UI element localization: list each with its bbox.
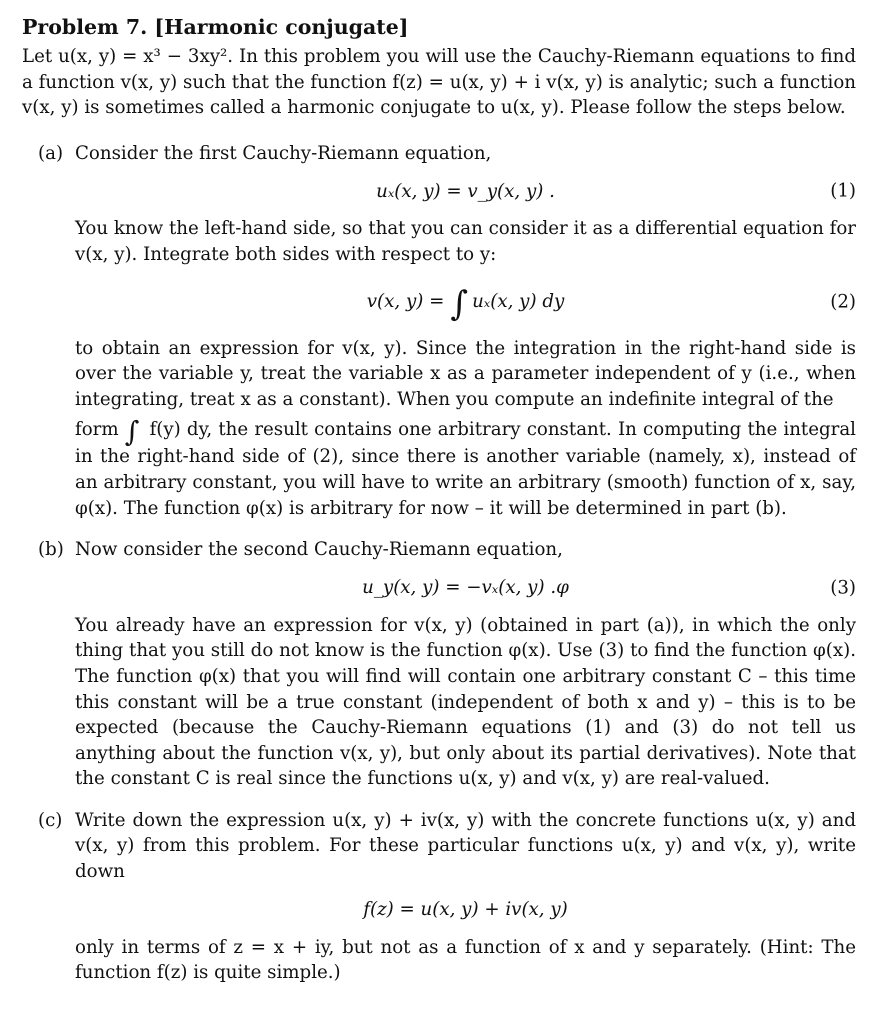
equation-2-rhs: uₓ(x, y) dy <box>472 291 565 313</box>
part-c-text-2: only in terms of z = x + iy, but not as a function of x and y separately. (Hint: The function f(z) is quite simple.) <box>75 936 856 984</box>
part-a-text-3-body: f(y) dy, the result contains one arbitrary constant. In computing the integral in the right-hand side of (2), since there is another variable (namely, x), instead of an arbitrary constant, you will have to write an arbitrary (smooth) function of x, say, φ(x). The function φ(x) is arbitrary for now – it will be determined in part (b). <box>75 419 856 519</box>
part-a <box>22 141 856 521</box>
equation-1-body: uₓ(x, y) = v_y(x, y) . <box>376 180 555 202</box>
problem-page <box>22 14 856 986</box>
equation-2 <box>75 270 856 334</box>
equation-2-number: (2) <box>830 291 856 313</box>
part-a-text-3 <box>75 416 856 521</box>
problem-intro: Let u(x, y) = x³ − 3xy². In this problem you will use the Cauchy-Riemann equations to find a function v(x, y) such that the function f(z) = u(x, y) + i v(x, y) is analytic; such a function v(x, y) is sometimes called a harmonic conjugate to u(x, y). Please follow the steps below. <box>22 46 856 119</box>
part-b-label: (b) <box>38 539 64 561</box>
equation-3 <box>75 565 856 611</box>
part-b <box>22 537 856 792</box>
equation-2-lhs: v(x, y) = <box>366 291 445 313</box>
part-c-label: (c) <box>38 809 63 831</box>
part-b-lead: Now consider the second Cauchy-Riemann equation, <box>75 539 563 561</box>
equation-1-number: (1) <box>830 180 856 202</box>
part-a-lead: Consider the first Cauchy-Riemann equation, <box>75 142 492 164</box>
integral-sign-icon: ∫ <box>450 283 469 324</box>
inline-integral-sign-icon: ∫ <box>124 415 140 449</box>
part-c-text-1: Write down the expression u(x, y) + iv(x, y) with the concrete functions u(x, y) and v(x, y) from this problem. For these particular functions u(x, y) and v(x, y), write down <box>75 809 856 883</box>
equation-4 <box>75 887 856 933</box>
part-a-text-2: to obtain an expression for v(x, y). Since the integration in the right-hand side is over the variable y, treat the variable x as a parameter independent of y (i.e., when integrating, treat x as a constant). When you compute an indefinite integral of the <box>75 337 856 410</box>
part-a-form-word: form <box>75 419 119 441</box>
part-a-text-1: You know the left-hand side, so that you can consider it as a differential equation for v(x, y). Integrate both sides with respect to y: <box>75 218 856 265</box>
part-c <box>22 808 856 986</box>
equation-3-body: u_y(x, y) = −vₓ(x, y) .φ <box>362 577 569 599</box>
part-b-text: You already have an expression for v(x, y) (obtained in part (a)), in which the only thing that you still do not know is the function φ(x). Use (3) to find the function φ(x). The function φ(x) that you will find will contain one arbitrary constant C – this time this constant will be a true constant (independent of both x and y) – this is to be expected (because the Cauchy-Riemann equations (1) and (3) do not tell us anything about the function v(x, y), but only about its partial derivatives). Note that the constant C is real since the functions u(x, y) and v(x, y) are real-valued. <box>75 614 856 790</box>
equation-4-body: f(z) = u(x, y) + iv(x, y) <box>363 899 568 921</box>
equation-3-number: (3) <box>830 577 856 599</box>
part-a-label: (a) <box>38 142 64 164</box>
problem-title: Problem 7. [Harmonic conjugate] <box>22 15 409 39</box>
equation-1 <box>75 168 856 214</box>
